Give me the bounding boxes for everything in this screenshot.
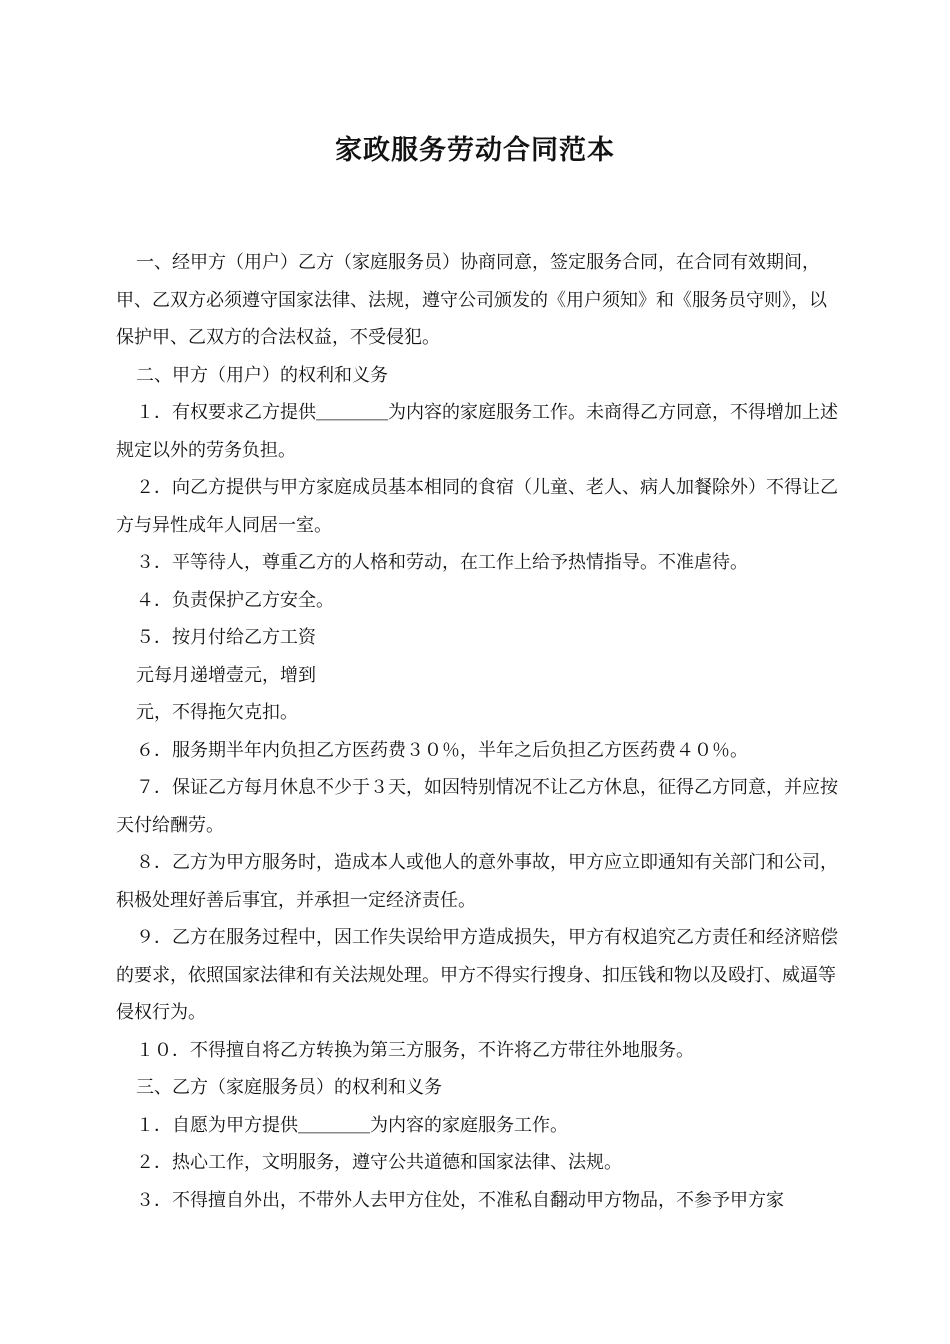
- paragraph-item-3-3: ３．不得擅自外出，不带外人去甲方住处，不准私自翻动甲方物品，不参予甲方家: [136, 1189, 784, 1211]
- paragraph-item-3-1: １．自愿为甲方提供＿＿＿＿为内容的家庭服务工作。: [136, 1114, 568, 1136]
- paragraph-item-2-3: ３．平等待人，尊重乙方的人格和劳动，在工作上给予热情指导。不准虐待。: [136, 552, 748, 573]
- paragraph-item-3-2: ２．热心工作，文明服务，遵守公共道德和国家法律、法规。: [136, 1152, 622, 1173]
- paragraph-item-2-5-cont-2: 元，不得拖欠克扣。: [136, 702, 298, 723]
- paragraph-item-2-9: ９．乙方在服务过程中，因工作失误给甲方造成损失，甲方有权追究乙方责任和经济赔偿的要求，依照国家法律和有关法规处理。甲方不得实行搜身、扣压钱和物以及殴打、威逼等侵权行为。: [116, 927, 838, 1023]
- paragraph-item-2-2: ２．向乙方提供与甲方家庭成员基本相同的食宿（儿童、老人、病人加餐除外）不得让乙方与异性成年人同居一室。: [116, 477, 838, 536]
- paragraph-item-2-10: １０．不得擅自将乙方转换为第三方服务，不许将乙方带往外地服务。: [136, 1039, 694, 1061]
- paragraph-item-2-8: ８．乙方为甲方服务时，造成本人或他人的意外事故，甲方应立即通知有关部门和公司，积极处理好善后事宜，并承担一定经济责任。: [116, 852, 838, 911]
- paragraph-item-2-1: １．有权要求乙方提供＿＿＿＿为内容的家庭服务工作。未商得乙方同意，不得增加上述规定以外的劳务负担。: [116, 402, 838, 461]
- paragraph-item-2-5: ５．按月付给乙方工资: [136, 627, 316, 648]
- document-title: 家政服务劳动合同范本: [335, 135, 615, 166]
- document-body: [116, 244, 838, 1219]
- heading-section-3: 三、乙方（家庭服务员）的权利和义务: [136, 1077, 442, 1098]
- paragraph-item-2-6: ６．服务期半年内负担乙方医药费３０％，半年之后负担乙方医药费４０％。: [136, 739, 748, 761]
- paragraph-section-1: 一、经甲方（用户）乙方（家庭服务员）协商同意，签定服务合同，在合同有效期间，甲、乙双方必须遵守国家法律、法规，遵守公司颁发的《用户须知》和《服务员守则》，以保护甲、乙双方的合法权益，不受侵犯。: [116, 252, 827, 348]
- paragraph-item-2-5-cont-1: 元每月递增壹元，增到: [136, 664, 316, 686]
- paragraph-item-2-7: ７．保证乙方每月休息不少于３天，如因特别情况不让乙方休息，征得乙方同意，并应按天付给酬劳。: [116, 777, 838, 836]
- heading-section-2: 二、甲方（用户）的权利和义务: [136, 364, 388, 386]
- paragraph-item-2-4: ４．负责保护乙方安全。: [136, 589, 334, 611]
